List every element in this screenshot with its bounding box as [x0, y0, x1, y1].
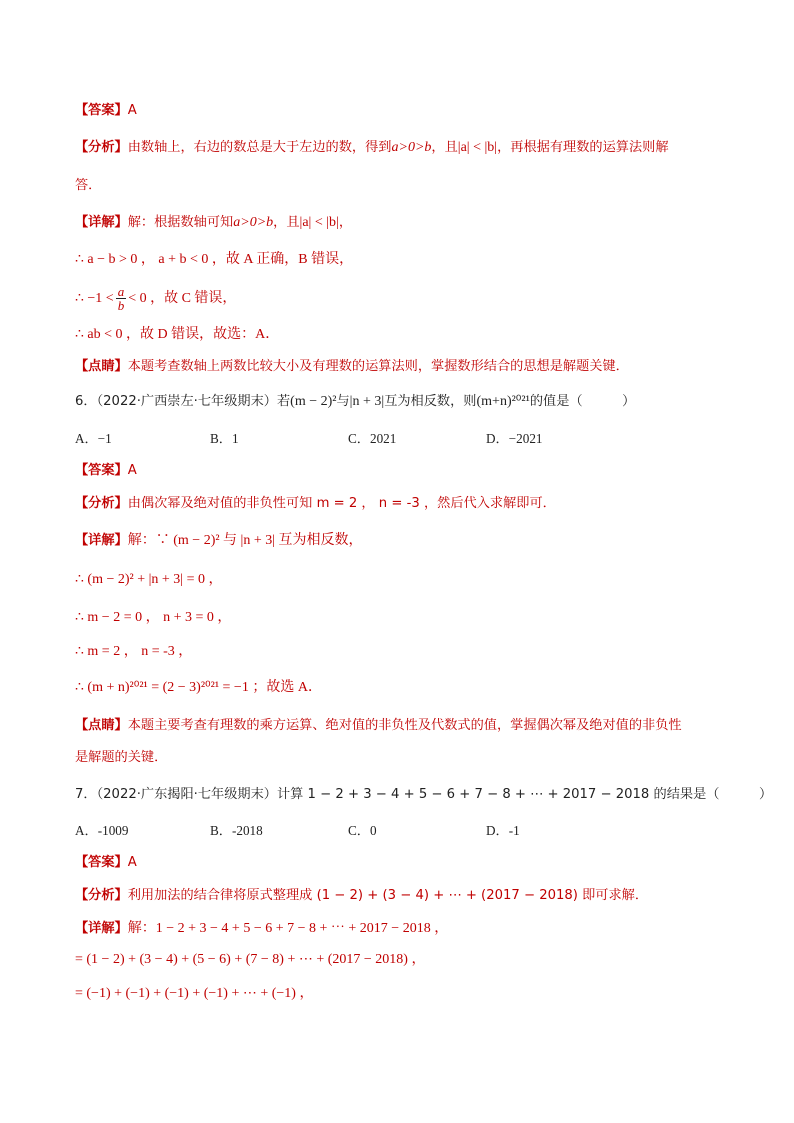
q5-detail-line1: 【详解】解：根据数轴可知a>0>b，且|a| < |b|， [75, 215, 353, 230]
q6-option-c: C．2021 [348, 431, 397, 446]
q6-detail-line5: ∴ (m + n)²⁰²¹ = (2 − 3)²⁰²¹ = −1 ；故选 A． [75, 680, 322, 695]
q7-detail-line2: = (1 − 2) + (3 − 4) + (5 − 6) + (7 − 8) + ⋯ + (2017 − 2018) ， [75, 952, 426, 967]
q6-detail-line2: ∴ (m − 2)² + |n + 3| = 0 ， [75, 572, 223, 587]
q6-answer: A [127, 463, 137, 478]
q7-stem: 7．（2022·广东揭阳·七年级期末）计算 1 − 2 + 3 − 4 + 5 − 6 + 7 − 8 + ⋯ + 2017 − 2018 的结果是（ ） [75, 787, 773, 802]
q6-stem: 6．（2022·广西崇左·七年级期末）若(m − 2)²与|n + 3|互为相反数，则(m+n)²⁰²¹的值是（ ） [75, 394, 636, 409]
comment-tag: 【点睛】 [75, 359, 128, 374]
q5-analysis-line1: 【分析】由数轴上，右边的数总是大于左边的数，得到a>0>b，且|a| < |b|，再根据有理数的运算法则解 [75, 140, 669, 155]
q5-answer: A [127, 103, 137, 118]
answer-tag: 【答案】 [75, 103, 128, 118]
q6-detail-line1: 【详解】解：∵ (m − 2)² 与 |n + 3| 互为相反数， [75, 533, 363, 548]
q7-analysis-line: 【分析】利用加法的结合律将原式整理成 (1 − 2) + (3 − 4) + ⋯ + (2017 − 2018) 即可求解． [75, 888, 649, 903]
q7-answer-line: 【答案】A [75, 855, 137, 870]
q5-step1: ∴ a − b > 0 ， a + b < 0 ，故 A 正确，B 错误， [75, 252, 354, 267]
q7-detail-line3: = (−1) + (−1) + (−1) + (−1) + ⋯ + (−1) ， [75, 986, 314, 1001]
q7-option-a: A．-1009 [75, 823, 129, 838]
q6-option-b: B．1 [210, 431, 239, 446]
q6-comment-line2: 是解题的关键． [75, 750, 168, 765]
q5-comment-line: 【点睛】本题考查数轴上两数比较大小及有理数的运算法则，掌握数形结合的思想是解题关键． [75, 359, 629, 374]
q6-answer-line: 【答案】A [75, 463, 137, 478]
q6-option-a: A．−1 [75, 431, 112, 446]
q6-detail-line3: ∴ m − 2 = 0 ， n + 3 = 0 ， [75, 610, 232, 625]
q6-detail-line4: ∴ m = 2 ， n = -3 ， [75, 644, 193, 659]
q6-comment-line1: 【点睛】本题主要考查有理数的乘方运算、绝对值的非负性及代数式的值，掌握偶次幂及绝对值的非负性 [75, 718, 682, 733]
q6-analysis-line: 【分析】由偶次幂及绝对值的非负性可知 m = 2 ， n = -3 ，然后代入求解即可． [75, 496, 556, 511]
q7-option-d: D．-1 [486, 823, 520, 838]
q6-option-d: D．−2021 [486, 431, 543, 446]
detail-tag: 【详解】 [75, 215, 128, 230]
fraction: $\frac{a}{b}$ [117, 284, 125, 314]
analysis-tag: 【分析】 [75, 140, 128, 155]
q7-detail-line1: 【详解】解：1 − 2 + 3 − 4 + 5 − 6 + 7 − 8 + ⋯ + 2017 − 2018 ， [75, 921, 449, 936]
q5-step3: ∴ ab < 0 ，故 D 错误，故选：A． [75, 327, 280, 342]
q5-step2: ∴ −1 < $\frac{a}{b}$ < 0 ，故 C 错误， [75, 284, 237, 314]
q7-option-c: C．0 [348, 823, 377, 838]
q7-answer: A [127, 855, 137, 870]
q5-analysis-line2: 答． [75, 178, 102, 193]
q5-answer-line [75, 101, 137, 121]
q7-option-b: B．-2018 [210, 823, 263, 838]
